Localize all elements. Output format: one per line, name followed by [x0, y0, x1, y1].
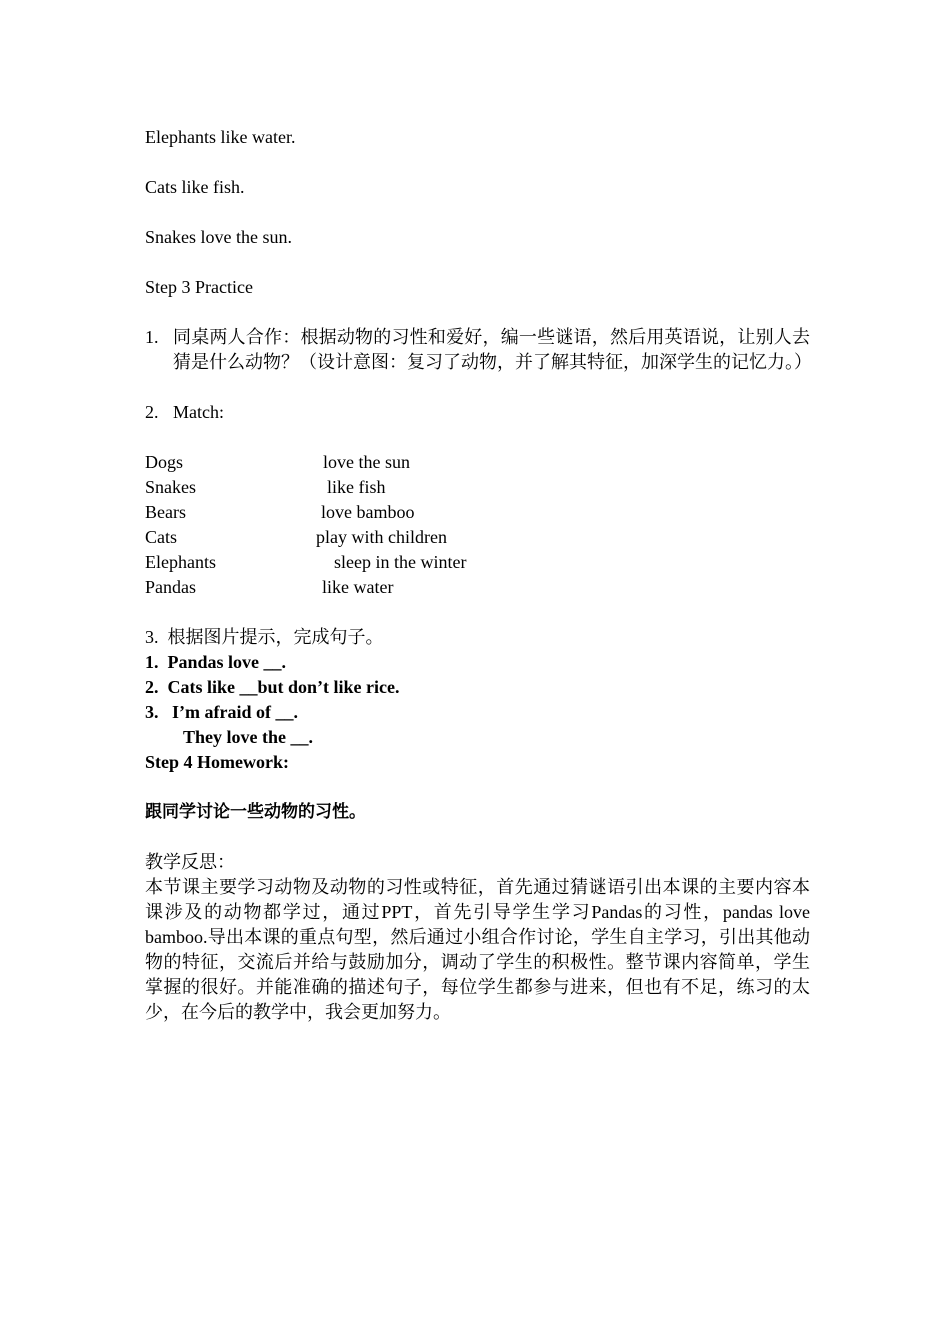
- intro-line: Cats like fish.: [145, 177, 245, 197]
- match-row: [145, 525, 810, 550]
- match-animal: Pandas: [145, 577, 196, 597]
- match-row: [145, 475, 810, 500]
- task-3-item: 3. I’m afraid of __.: [145, 702, 298, 722]
- reflection-title: 教学反思：: [145, 852, 235, 872]
- match-animal: Bears: [145, 502, 186, 522]
- document-page: [145, 125, 810, 1025]
- match-habit: love the sun: [323, 452, 410, 472]
- task-3-item: 2. Cats like __but don’t like rice.: [145, 677, 400, 697]
- match-animal: Cats: [145, 527, 178, 547]
- match-animal: Elephants: [145, 552, 216, 572]
- task-1: [145, 325, 810, 375]
- match-row: [145, 450, 810, 475]
- match-habit: like fish: [327, 477, 386, 497]
- task-1-text: 同桌两人合作：根据动物的习性和爱好，编一些谜语，然后用英语说，让别人去猜是什么动物？（设计意图：复习了动物，并了解其特征，加深学生的记忆力。）: [173, 327, 812, 372]
- match-habit: play with children: [316, 527, 447, 547]
- task-3-item: They love the __.: [183, 727, 313, 747]
- match-row: [145, 500, 810, 525]
- task-2-number: 2.: [145, 402, 159, 422]
- step4-heading: Step 4 Homework:: [145, 752, 289, 772]
- match-habit: love bamboo: [321, 502, 415, 522]
- match-table: [145, 450, 810, 600]
- intro-line: Elephants like water.: [145, 127, 296, 147]
- match-habit: like water: [322, 577, 394, 597]
- reflection-body: 本节课主要学习动物及动物的习性或特征，首先通过猜谜语引出本课的主要内容本课涉及的动物都学过，通过PPT，首先引导学生学习Pandas的习性，pandas love bamboo.导出本课的重点句型，然后通过小组合作讨论，学生自主学习，引出其他动物的特征，交流后并给与鼓励加分，调动了学生的积极性。整节课内容简单，学生掌握的很好。并能准确的描述句子，每位学生都参与进来，但也有不足，练习的太少，在今后的教学中，我会更加努力。: [145, 877, 810, 1022]
- task-3-item: 1. Pandas love __.: [145, 652, 287, 672]
- homework-text: 跟同学讨论一些动物的习性。: [145, 802, 366, 822]
- task-3-label: 3. 根据图片提示，完成句子。: [145, 627, 384, 647]
- task-1-number: 1.: [145, 327, 159, 347]
- task-2-label: Match:: [173, 402, 224, 422]
- step3-heading: Step 3 Practice: [145, 277, 253, 297]
- match-row: [145, 575, 810, 600]
- task-2: [145, 400, 810, 425]
- intro-line: Snakes love the sun.: [145, 227, 292, 247]
- match-animal: Snakes: [145, 477, 196, 497]
- match-animal: Dogs: [145, 452, 184, 472]
- match-row: [145, 550, 810, 575]
- match-habit: sleep in the winter: [334, 552, 467, 572]
